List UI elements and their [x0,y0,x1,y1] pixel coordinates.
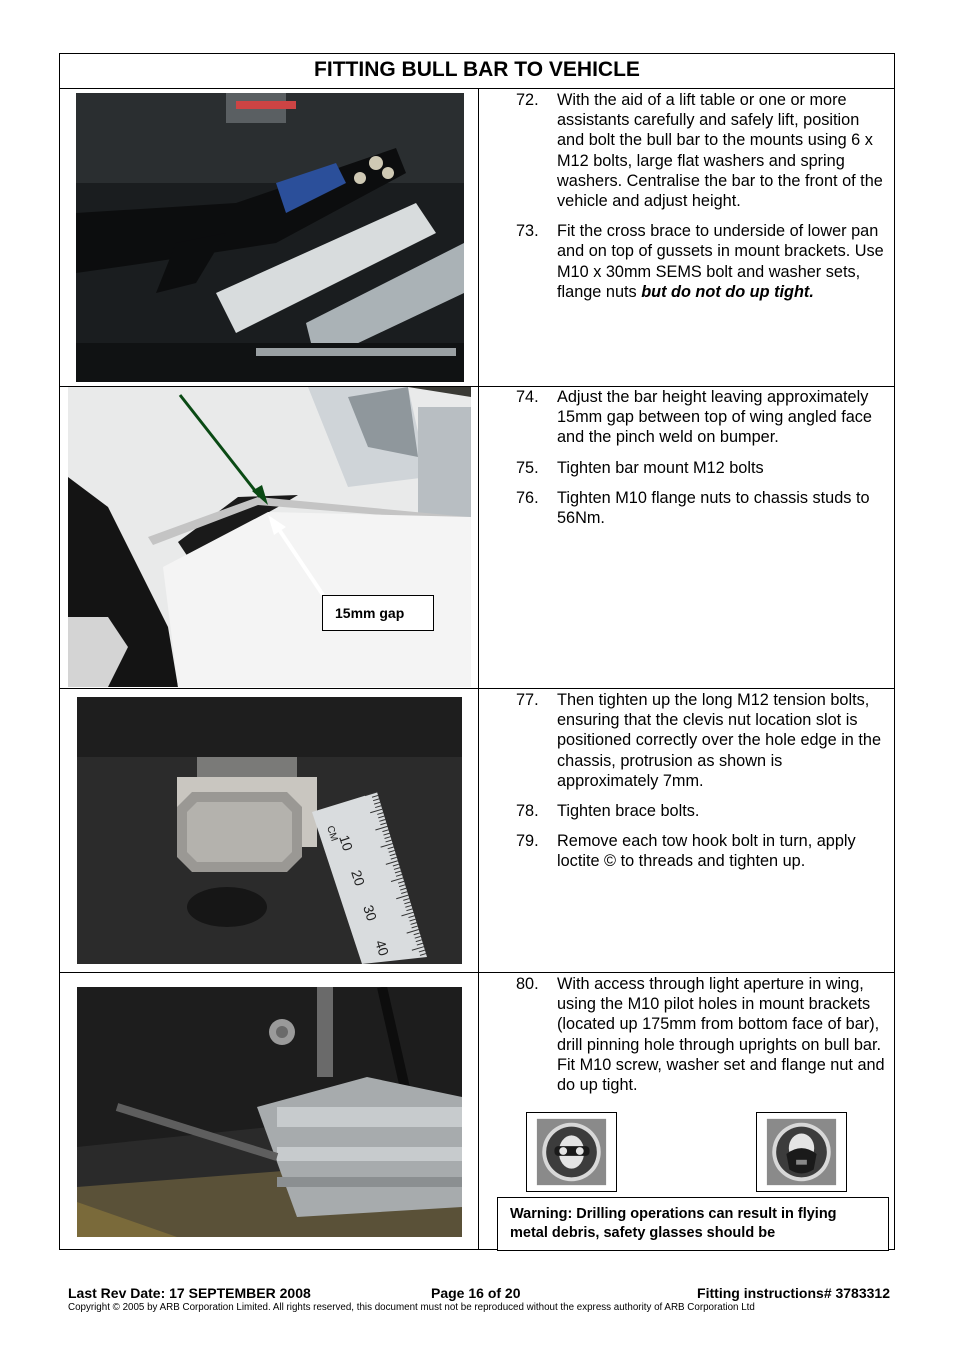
step-row-3 [60,689,894,973]
photo-drilling-pinning-hole [77,987,462,1237]
step-number: 77. [516,691,539,709]
step-number: 73. [516,222,539,241]
ruler-mark: CM [324,824,340,843]
step-80 [516,974,888,1095]
step-text: Remove each tow hook bolt in turn, apply loctite © to threads and tighten up. [557,832,856,871]
footer-page-number: Page 16 of 20 [431,1285,521,1301]
footer-copyright: Copyright © 2005 by ARB Corporation Limited. All rights reserved, this document must not be reproduced without the express authority of ARB Corporation Ltd [68,1302,755,1313]
step-73 [516,221,888,302]
step-text-body: Fit the cross brace to underside of lower pan and on top of gussets in mount brackets. Use M10 x 30mm SEMS bolt and washer sets, flange nuts [557,222,884,301]
step-number: 80. [516,975,539,993]
dust-mask-icon [756,1112,847,1192]
step-78 [516,801,888,821]
step-77 [516,690,888,791]
steps-group-4 [516,974,888,1105]
gap-callout: 15mm gap [322,595,434,631]
safety-glasses-icon [526,1112,617,1192]
step-text [557,221,888,302]
step-number: 72. [516,91,539,109]
footer-instruction-number: Fitting instructions# 3783312 [697,1285,890,1301]
step-text: Then tighten up the long M12 tension bolts, ensuring that the clevis nut location slot is positioned correctly over the hole edge in the chassis, protrusion as shown is approximately 7mm. [557,691,882,790]
instruction-table [59,53,895,1250]
photo-tension-bolt-ruler [77,697,462,964]
page-title: FITTING BULL BAR TO VEHICLE [60,54,894,89]
ruler-mark: 40 [372,937,393,958]
step-74 [516,387,888,448]
steps-group-1 [516,90,888,312]
ruler-mark: 10 [336,832,357,853]
step-text: Tighten bar mount M12 bolts [557,458,764,477]
step-76 [516,488,888,528]
step-number: 76. [516,488,539,507]
step-row-2 [60,387,894,689]
steps-group-3 [516,690,888,882]
step-text: Tighten M10 flange nuts to chassis studs to 56Nm. [557,488,870,528]
step-75 [516,458,888,478]
warning-box: Warning: Drilling operations can result in flying metal debris, safety glasses should be [497,1197,889,1251]
footer-rev-date: Last Rev Date: 17 SEPTEMBER 2008 [68,1285,311,1301]
step-number: 74. [516,388,539,406]
step-text: With the aid of a lift table or one or more assistants carefully and safely lift, position and bolt the bull bar to the mounts using 6 x M12 bolts, large flat washers and spring washers. Centralise the bar to the front of the vehicle and adjust height. [557,91,883,211]
photo-bull-bar-mounts [76,93,464,382]
step-72 [516,90,888,211]
steps-group-2 [516,387,888,538]
step-79 [516,831,888,871]
step-text: Adjust the bar height leaving approximately 15mm gap between top of wing angled face and the pinch weld on bumper. [557,388,872,447]
step-text: Tighten brace bolts. [557,802,700,821]
photo-bar-gap [68,387,471,687]
step-number: 79. [516,832,539,851]
step-number: 78. [516,802,539,821]
step-text: With access through light aperture in wing, using the M10 pilot holes in mount brackets (located up 175mm from bottom face of bar), drill pinning hole through uprights on bull bar. Fit M10 screw, washer set and flange nut and do up tight. [557,975,885,1095]
step-emphasis: but do not do up tight. [641,282,814,301]
step-number: 75. [516,458,539,477]
ruler-mark: 20 [348,867,369,888]
step-row-1 [60,89,894,387]
ruler-mark: 30 [360,902,381,923]
